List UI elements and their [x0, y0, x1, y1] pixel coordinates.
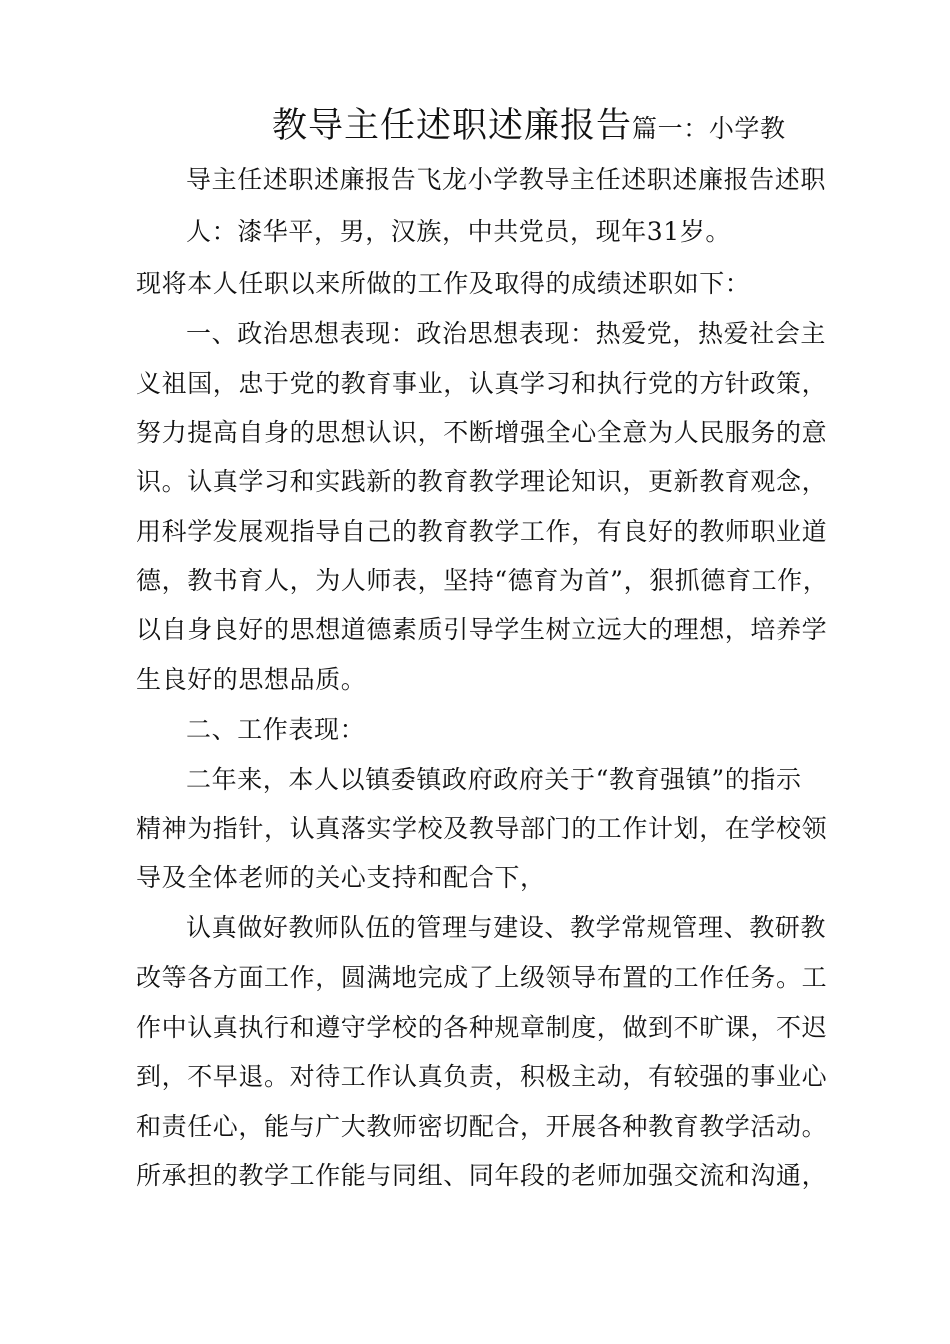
- text-line-12: 二、工作表现：: [186, 715, 366, 744]
- text-line-17: 改等各方面工作，圆满地完成了上级领导布置的工作任务。工: [136, 963, 828, 992]
- text-line-14: 精神为指针，认真落实学校及教导部门的工作计划，在学校领: [136, 814, 828, 843]
- text-line-9: 德，教书育人，为人师表，坚持“德育为首”，狠抓德育工作，: [136, 566, 829, 595]
- text-line-5: 义祖国，忠于党的教育事业，认真学习和执行党的方针政策，: [136, 369, 828, 398]
- text-line-8: 用科学发展观指导自己的教育教学工作，有良好的教师职业道: [136, 517, 828, 546]
- title-suffix: 篇一：小学教: [632, 114, 786, 143]
- text-line-11: 生良好的思想品质。: [136, 665, 367, 694]
- text-line-15: 导及全体老师的关心支持和配合下，: [136, 863, 546, 892]
- text-line-13: 二年来，本人以镇委镇政府政府关于“教育强镇”的指示: [186, 765, 802, 794]
- text-line-4: 一、政治思想表现：政治思想表现：热爱党，热爱社会主: [186, 319, 827, 348]
- text-line-19: 到，不早退。对待工作认真负责，积极主动，有较强的事业心: [136, 1062, 828, 1091]
- text-line-16: 认真做好教师队伍的管理与建设、教学常规管理、教研教: [186, 913, 827, 942]
- text-line-20: 和责任心，能与广大教师密切配合，开展各种教育教学活动。: [136, 1112, 828, 1141]
- title-main: 教导主任述职述廉报告: [272, 106, 633, 146]
- text-line-3: 现将本人任职以来所做的工作及取得的成绩述职如下：: [136, 269, 751, 298]
- text-line-21: 所承担的教学工作能与同组、同年段的老师加强交流和沟通，: [136, 1161, 828, 1190]
- text-line-10: 以自身良好的思想道德素质引导学生树立远大的理想，培养学: [136, 615, 828, 644]
- text-line-2: 人：漆华平，男，汉族，中共党员，现年31岁。: [186, 217, 732, 246]
- text-line-18: 作中认真执行和遵守学校的各种规章制度，做到不旷课，不迟: [136, 1013, 828, 1042]
- text-line-6: 努力提高自身的思想认识，不断增强全心全意为人民服务的意: [136, 418, 828, 447]
- document-title: [272, 104, 786, 151]
- text-line-7: 识。认真学习和实践新的教育教学理论知识，更新教育观念，: [136, 467, 828, 496]
- text-line-1: 导主任述职述廉报告飞龙小学教导主任述职述廉报告述职: [186, 165, 827, 194]
